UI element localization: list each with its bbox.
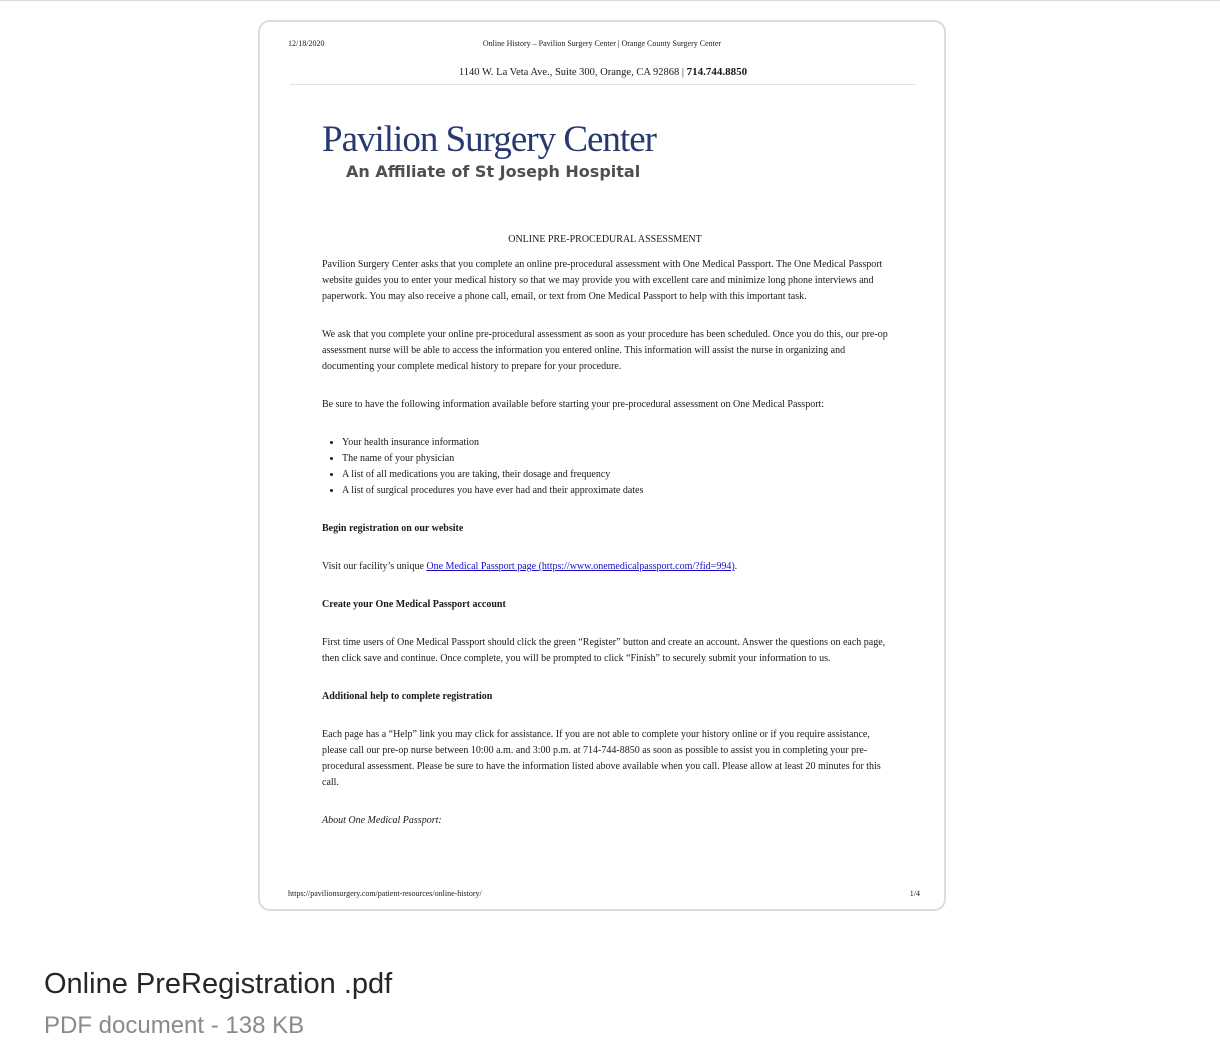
- subheading-begin-registration: Begin registration on our website: [322, 523, 464, 534]
- paragraph-about: About One Medical Passport:: [322, 815, 442, 826]
- paragraph-help: Each page has a “Help” link you may click for assistance. If you are not able to complete your history online or if you require assistance, please call our pre-op nurse between 10:00 a.m. and 3:00 p.m. at 714-744-8850 as soon as possible to assist you in completing your pre-procedural assessment. Please be sure to have the information listed above available when you call. Please allow at least 20 minutes for this call.: [322, 729, 881, 788]
- top-divider: [0, 0, 1220, 1]
- list-item: • A list of all medications you are taking, their dosage and frequency: [342, 467, 888, 483]
- print-footer-url: https://pavilionsurgery.com/patient-resources/online-history/: [288, 889, 482, 898]
- requirements-list: [322, 435, 888, 499]
- paragraph-intro: Pavilion Surgery Center asks that you complete an online pre-procedural assessment with One Medical Passport. The One Medical Passport website guides you to enter your medical history so that we may provide you with excellent care and minimize long phone interviews and paperwork. You may also receive a phone call, email, or text from One Medical Passport to help with this important task.: [322, 259, 883, 302]
- paragraph-prepare: Be sure to have the following information available before starting your pre-procedural assessment on One Medical Passport:: [322, 399, 825, 410]
- address-bar: [290, 66, 916, 85]
- page-number: 1/4: [909, 889, 920, 898]
- list-item: • Your health insurance information: [342, 435, 888, 451]
- print-header: [288, 39, 916, 53]
- paragraph-schedule: We ask that you complete your online pre-procedural assessment as soon as your procedure has been scheduled. Once you do this, our pre-op assessment nurse will be able to access the information you entered online. This information will assist the nurse in organizing and documenting your complete medical history to prepare for your procedure.: [322, 329, 888, 372]
- visit-prefix: Visit our facility’s unique: [322, 561, 427, 572]
- document-heading: ONLINE PRE-PROCEDURAL ASSESSMENT: [508, 234, 702, 245]
- logo-tagline: An Affiliate of St Joseph Hospital: [346, 162, 641, 181]
- document-body: [322, 232, 888, 851]
- subheading-create-account: Create your One Medical Passport account: [322, 599, 506, 610]
- file-name: Online PreRegistration .pdf: [44, 968, 393, 1000]
- paragraph-register: First time users of One Medical Passport should click the green “Register” button and create an account. Answer the questions on each page, then click save and continue. Once complete, you will be prompted to click “Finish” to securely submit your information to us.: [322, 637, 886, 664]
- paragraph-visit: [322, 559, 888, 575]
- address-phone: 714.744.8850: [686, 66, 748, 78]
- facility-logo: [322, 120, 662, 181]
- subheading-additional-help: Additional help to complete registration: [322, 691, 493, 702]
- logo-name: Pavilion Surgery Center: [322, 119, 656, 160]
- one-medical-passport-link[interactable]: One Medical Passport page (https://www.onemedicalpassport.com/?fid=994): [426, 561, 735, 572]
- file-meta: PDF document - 138 KB: [44, 1012, 305, 1039]
- print-title: Online History – Pavilion Surgery Center | Orange County Surgery Center: [482, 39, 722, 48]
- list-item: • The name of your physician: [342, 451, 888, 467]
- visit-suffix: .: [734, 561, 738, 572]
- address-text: 1140 W. La Veta Ave., Suite 300, Orange, CA 92868 |: [458, 67, 687, 78]
- pdf-page-preview[interactable]: [258, 20, 946, 911]
- list-item: • A list of surgical procedures you have ever had and their approximate dates: [342, 483, 888, 499]
- print-date: 12/18/2020: [288, 39, 325, 48]
